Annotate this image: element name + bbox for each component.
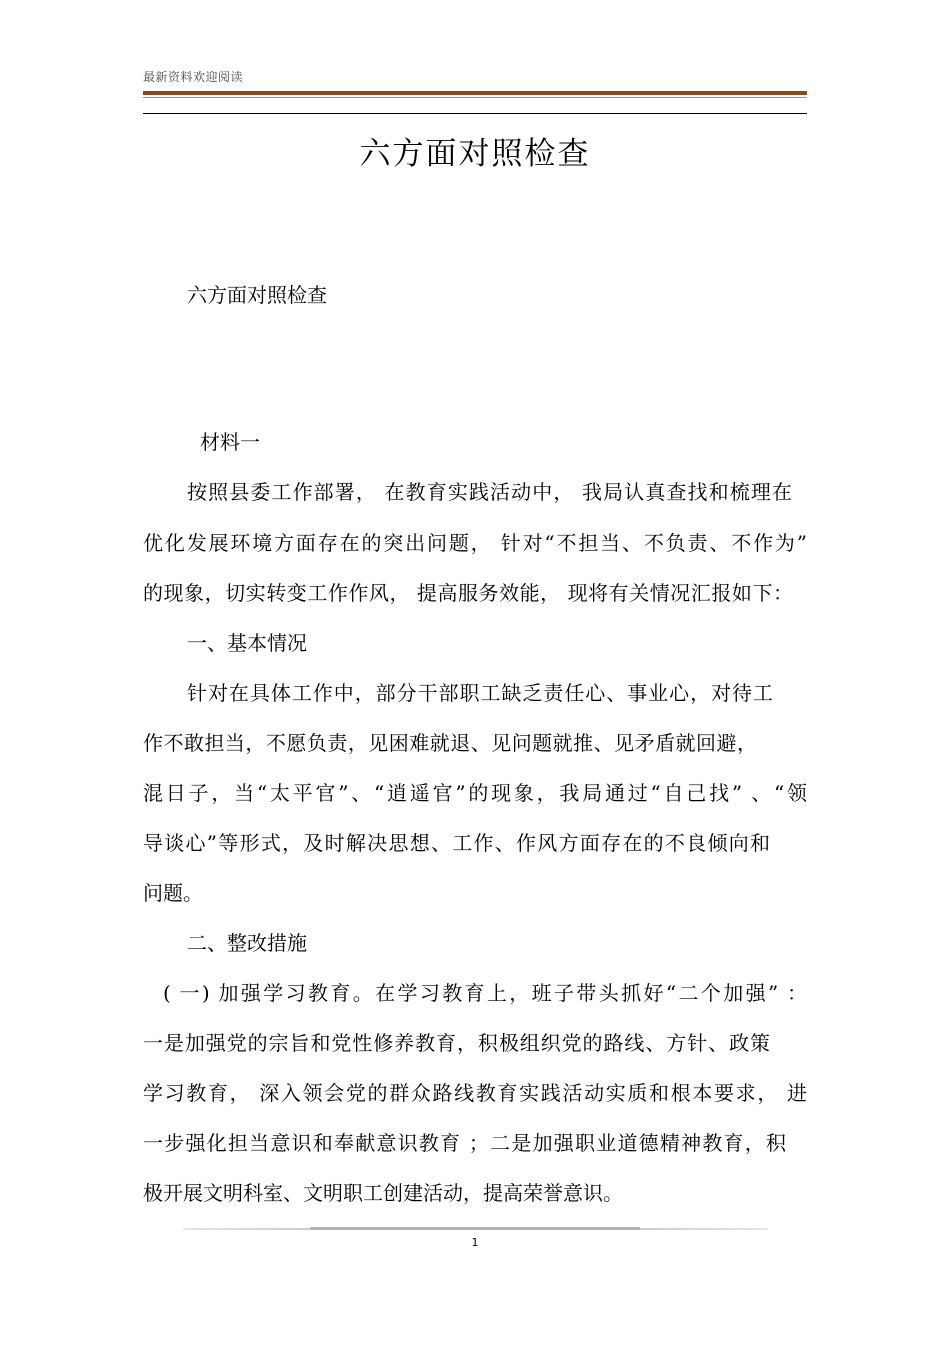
document-subtitle: 六方面对照检查 [187, 283, 327, 307]
paragraph-line: 一步强化担当意识和奉献意识教育 ；二是加强职业道德精神教育，积 [143, 1131, 786, 1155]
paragraph-line: 的现象，切实转变工作作风， 提高服务效能， 现将有关情况汇报如下： [143, 581, 793, 605]
paragraph-line: 极开展文明科室、文明职工创建活动，提高荣誉意识。 [143, 1181, 623, 1205]
material-label: 材料一 [200, 430, 260, 454]
paragraph-line: 针对在具体工作中，部分干部职工缺乏责任心、事业心，对待工 [187, 681, 773, 705]
paragraph-line: 学习教育， 深入领会党的群众路线教育实践活动实质和根本要求， 进 [143, 1081, 807, 1105]
paragraph-line: 混日子，当“太平官”、“逍遥官”的现象，我局通过“自己找” 、“领 [143, 781, 807, 805]
section-heading: 一、基本情况 [187, 631, 307, 655]
header-rule [143, 91, 807, 95]
paragraph-line: 优化发展环境方面存在的突出问题， 针对“不担当、不负责、不作为” [143, 531, 807, 555]
paragraph-line: 作不敢担当，不愿负责，见困难就退、见问题就推、见矛盾就回避， [143, 731, 757, 755]
section-heading: 二、整改措施 [187, 931, 307, 955]
header-rule-light [143, 97, 807, 98]
document-title: 六方面对照检查 [359, 136, 591, 172]
paragraph-line: 一是加强党的宗旨和党性修养教育，积极组织党的路线、方针、政策 [143, 1031, 770, 1055]
paragraph-line: 按照县委工作部署， 在教育实践活动中， 我局认真查找和梳理在 [187, 480, 792, 504]
header-rule-black [143, 113, 807, 114]
header-text: 最新资料欢迎阅读 [143, 70, 244, 84]
page-number: 1 [471, 1236, 479, 1249]
paragraph-line: ( 一) 加强学习教育。在学习教育上，班子带头抓好“二个加强” ： [163, 981, 807, 1005]
paragraph-line: 问题。 [143, 881, 203, 905]
paragraph-line: 导谈心”等形式，及时解决思想、工作、作风方面存在的不良倾向和 [143, 831, 770, 855]
footer-rule-center [310, 1227, 640, 1230]
